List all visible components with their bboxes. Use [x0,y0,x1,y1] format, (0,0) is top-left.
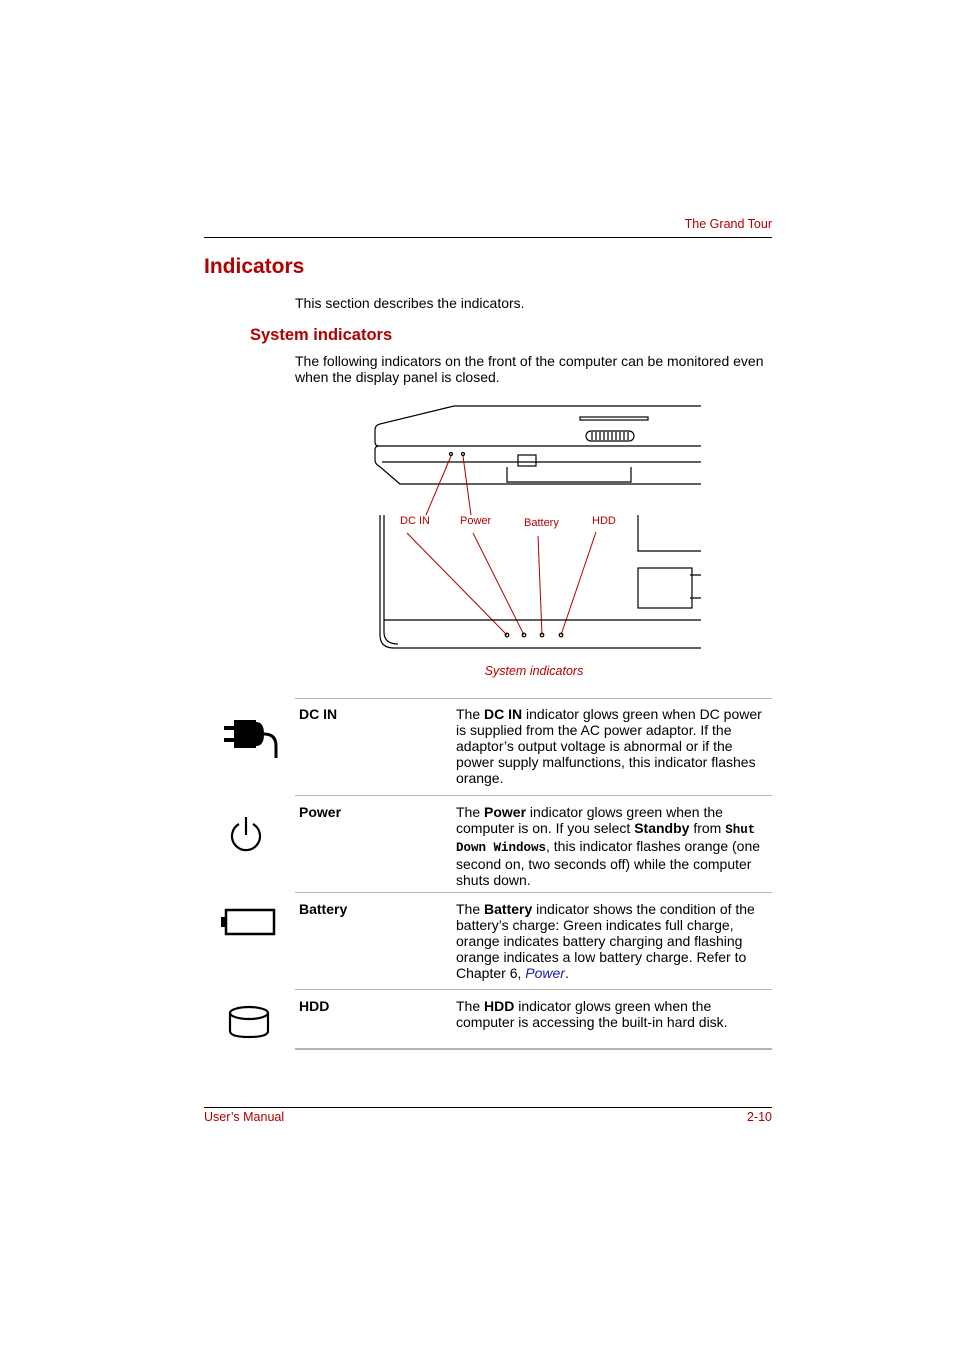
leader-lines [407,456,596,635]
power-plug-icon [222,714,282,760]
laptop-top-view [380,515,701,648]
footer-rule [204,1107,772,1108]
table-row-term: Power [299,804,342,820]
battery-icon [220,907,278,937]
table-row-description: The HDD indicator glows green when the computer is accessing the built-in hard disk. [456,998,728,1030]
figure-caption: System indicators [484,664,584,678]
page-number: 2-10 [746,1110,772,1124]
running-header: The Grand Tour [684,217,772,231]
table-rule [295,989,772,990]
page-title: Indicators [204,255,305,278]
table-row-term: DC IN [299,706,338,722]
section-paragraph: The following indicators on the front of the computer can be monitored even when the display panel is closed. [295,353,764,385]
label-dc-in: DC IN [400,515,430,527]
intro-text: This section describes the indicators. [295,295,525,311]
label-battery: Battery [524,517,559,529]
table-row-description: The DC IN indicator glows green when DC power is supplied from the AC power adaptor. If the adaptor’s output voltage is abnormal or if the power supply malfunctions, this indicator flashes orange. [456,706,762,786]
header-rule [204,237,772,238]
system-indicators-figure [370,400,705,655]
section-title: System indicators [250,326,393,344]
table-rule [295,892,772,893]
chapter-link[interactable]: Power [525,965,565,981]
table-rule [295,795,772,796]
power-symbol-icon [228,815,264,855]
label-hdd: HDD [592,515,616,527]
hard-disk-icon [226,1003,272,1041]
table-row-term: Battery [299,901,348,917]
footer-manual-title: User’s Manual [204,1110,285,1124]
table-row-term: HDD [299,998,330,1014]
table-row-description: The Power indicator glows green when the computer is on. If you select Standby from Shut Down Windows, this indicator flashes orange (one second on, two seconds off) while the computer shuts down. [456,804,761,888]
laptop-front-view [375,406,701,484]
table-row-description: The Battery indicator shows the condition of the battery’s charge: Green indicates full charge, orange indicates battery charging and flashing orange indicates a low battery charge. Refer to Chapter 6, Power. [456,901,755,981]
table-rule [295,1048,772,1050]
label-power: Power [460,515,492,527]
table-rule [295,698,772,699]
